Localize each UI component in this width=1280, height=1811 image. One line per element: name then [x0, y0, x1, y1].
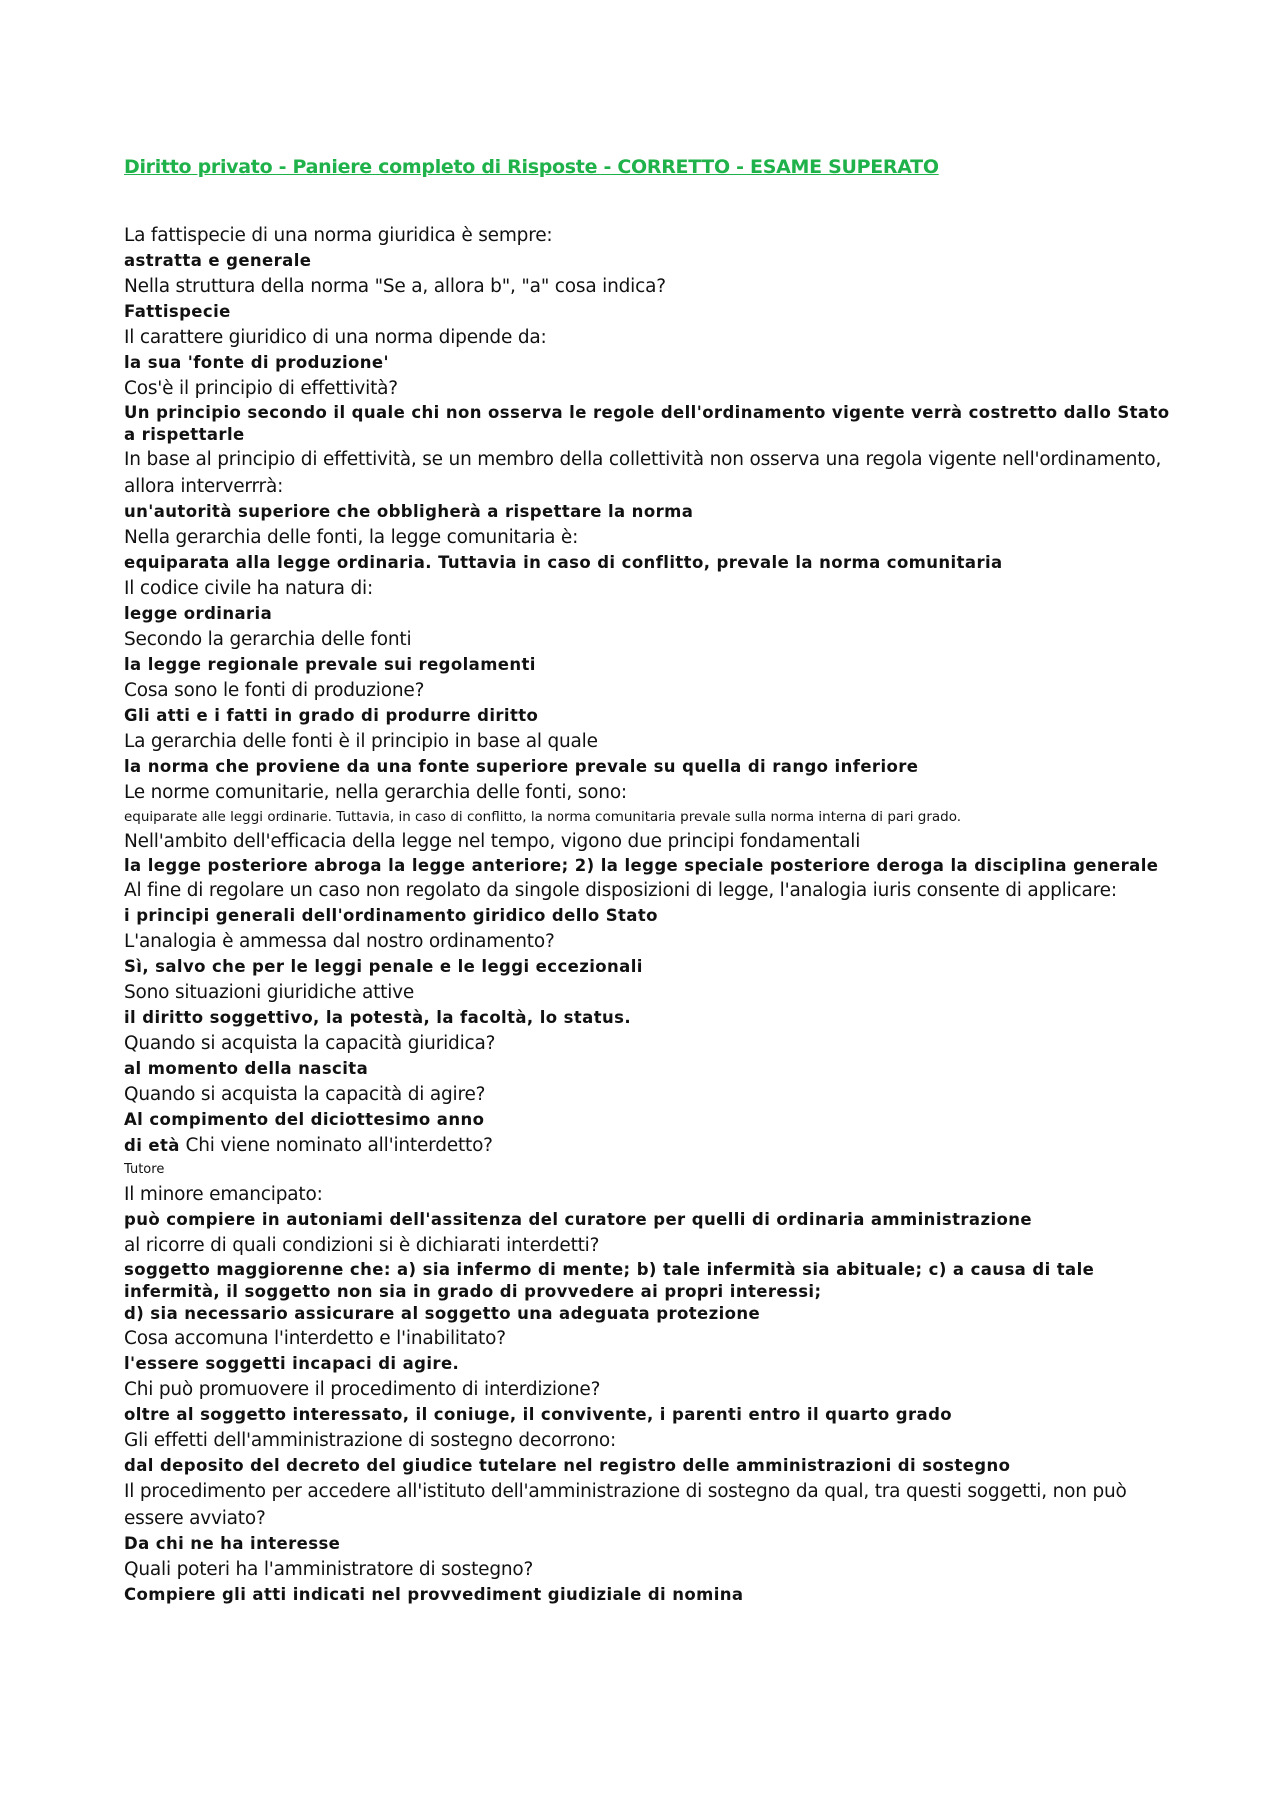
answer: Da chi ne ha interesse [124, 1534, 341, 1553]
question: In base al principio di effettività, se un membro della collettività non osserva una regola vigente nell'ordinamento, allora interverrrà: [124, 449, 1162, 497]
question: Sono situazioni giuridiche attive [124, 982, 415, 1003]
answer: al momento della nascita [124, 1059, 369, 1078]
question: Gli effetti dell'amministrazione di sostegno decorrono: [124, 1430, 617, 1451]
answer: Compiere gli atti indicati nel provvediment giudiziale di nomina [124, 1585, 744, 1604]
answer-continuation: di età [124, 1136, 180, 1155]
question: Cos'è il principio di effettività? [124, 378, 398, 399]
question: La gerarchia delle fonti è il principio in base al quale [124, 731, 598, 752]
question: Nell'ambito dell'efficacia della legge nel tempo, vigono due principi fondamentali [124, 831, 861, 852]
document-title[interactable]: Diritto privato - Paniere completo di Risposte - CORRETTO - ESAME SUPERATO [124, 156, 939, 178]
qa-list [124, 222, 1184, 1607]
answer: Al compimento del diciottesimo anno [124, 1110, 485, 1129]
answer: un'autorità superiore che obbligherà a rispettare la norma [124, 502, 694, 521]
question: Nella gerarchia delle fonti, la legge comunitaria è: [124, 527, 579, 548]
question: Quando si acquista la capacità di agire? [124, 1084, 486, 1105]
answer: i principi generali dell'ordinamento giridico dello Stato [124, 906, 658, 925]
question: Nella struttura della norma "Se a, allora b", "a" cosa indica? [124, 276, 666, 297]
answer: astratta e generale [124, 251, 312, 270]
question: Il codice civile ha natura di: [124, 578, 374, 599]
question: Chi può promuovere il procedimento di interdizione? [124, 1379, 601, 1400]
question: La fattispecie di una norma giuridica è sempre: [124, 225, 553, 246]
answer: l'essere soggetti incapaci di agire. [124, 1354, 460, 1373]
answer: legge ordinaria [124, 604, 273, 623]
answer: la legge posteriore abroga la legge anteriore; 2) la legge speciale posteriore deroga la disciplina generale [124, 856, 1159, 875]
question-text: Chi viene nominato all'interdetto? [179, 1135, 493, 1156]
question: Quali poteri ha l'amministratore di sostegno? [124, 1559, 534, 1580]
question: Il procedimento per accedere all'istituto dell'amministrazione di sostegno da qual, tra questi soggetti, non può essere avviato? [124, 1481, 1127, 1529]
answer: la norma che proviene da una fonte superiore prevale su quella di rango inferiore [124, 757, 919, 776]
answer: Fattispecie [124, 302, 231, 321]
answer: oltre al soggetto interessato, il coniuge, il convivente, i parenti entro il quarto grado [124, 1405, 953, 1424]
answer: il diritto soggettivo, la potestà, la facoltà, lo status. [124, 1008, 632, 1027]
question: Cosa accomuna l'interdetto e l'inabilitato? [124, 1328, 506, 1349]
answer: la legge regionale prevale sui regolamenti [124, 655, 536, 674]
answer: soggetto maggiorenne che: a) sia infermo di mente; b) tale infermità sia abituale; c) a causa di tale infermità, il soggetto non sia in grado di provvedere ai propri interessi; [124, 1260, 1095, 1301]
question: Il carattere giuridico di una norma dipende da: [124, 327, 547, 348]
question: Il minore emancipato: [124, 1184, 323, 1205]
answer: equiparata alla legge ordinaria. Tuttavia in caso di conflitto, prevale la norma comunitaria [124, 553, 1003, 572]
question [124, 1132, 1184, 1159]
question: Al fine di regolare un caso non regolato da singole disposizioni di legge, l'analogia iuris consente di applicare: [124, 880, 1117, 901]
answer: Gli atti e i fatti in grado di produrre diritto [124, 706, 539, 725]
question: al ricorre di quali condizioni si è dichiarati interdetti? [124, 1235, 600, 1256]
question: Quando si acquista la capacità giuridica? [124, 1033, 496, 1054]
document-page [124, 150, 1184, 1607]
answer: equiparate alle leggi ordinarie. Tuttavia, in caso di conflitto, la norma comunitaria prevale sulla norma interna di pari grado. [124, 809, 962, 825]
answer: la sua 'fonte di produzione' [124, 353, 389, 372]
question: L'analogia è ammessa dal nostro ordinamento? [124, 931, 555, 952]
answer: Sì, salvo che per le leggi penale e le leggi eccezionali [124, 957, 643, 976]
answer: può compiere in autoniami dell'assitenza del curatore per quelli di ordinaria amministrazione [124, 1210, 1032, 1229]
question: Le norme comunitarie, nella gerarchia delle fonti, sono: [124, 782, 627, 803]
answer-continuation: d) sia necessario assicurare al soggetto una adeguata protezione [124, 1304, 761, 1323]
answer: dal deposito del decreto del giudice tutelare nel registro delle amministrazioni di sostegno [124, 1456, 1011, 1475]
question: Secondo la gerarchia delle fonti [124, 629, 412, 650]
answer: Un principio secondo il quale chi non osserva le regole dell'ordinamento vigente verrà costretto dallo Stato a rispettarle [124, 403, 1170, 444]
answer: Tutore [124, 1162, 165, 1177]
question: Cosa sono le fonti di produzione? [124, 680, 425, 701]
